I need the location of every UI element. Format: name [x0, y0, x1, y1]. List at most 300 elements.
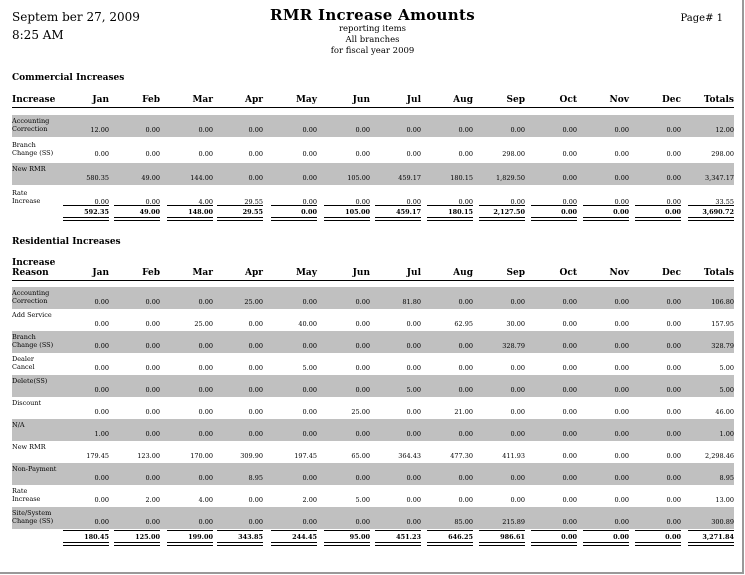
commercial-total-underline [583, 217, 629, 221]
residential-cell-oct: 0.00 [562, 452, 577, 460]
residential-cell-jul: 5.00 [406, 386, 421, 394]
residential-cell-sep: 0.00 [510, 496, 525, 504]
residential-row [12, 331, 734, 353]
month-header-jan: Jan [92, 268, 109, 278]
residential-total-underline [114, 542, 160, 546]
commercial-total-overline [167, 205, 213, 206]
commercial-total-overline [375, 205, 421, 206]
residential-row [12, 441, 734, 463]
totals-header: Totals [703, 95, 734, 105]
report-subtitle-1: reporting items [338, 24, 407, 34]
month-header-jun: Jun [352, 268, 370, 278]
page-number: Page# 1 [680, 13, 723, 24]
residential-cell-mar: 0.00 [198, 298, 213, 306]
residential-cell-feb: 0.00 [145, 298, 160, 306]
residential-row [12, 375, 734, 397]
commercial-cell-apr: 0.00 [248, 126, 263, 134]
residential-total-mar: 199.00 [188, 533, 213, 541]
commercial-total-overline [688, 205, 734, 206]
residential-cell-may: 197.45 [294, 452, 317, 460]
commercial-total-sep: 2,127.50 [493, 208, 525, 216]
residential-cell-jun: 0.00 [355, 342, 370, 350]
residential-cell-aug: 0.00 [458, 364, 473, 372]
residential-row-label: Delete(SS) [12, 377, 48, 385]
commercial-total-apr: 29.55 [242, 208, 263, 216]
residential-total-underline [635, 542, 681, 546]
residential-totals-row [12, 530, 734, 544]
commercial-total-overline [271, 205, 317, 206]
commercial-cell-may: 0.00 [302, 126, 317, 134]
residential-cell-jul: 81.80 [402, 298, 421, 306]
commercial-total-dec: 0.00 [665, 208, 681, 216]
commercial-section-title: Commercial Increases [12, 73, 125, 83]
commercial-total-underline [114, 217, 160, 221]
report-date: Septem ber 27, 2009 [12, 10, 140, 24]
residential-row [12, 397, 734, 419]
commercial-cell-oct: 0.00 [562, 198, 577, 206]
residential-cell-mar: 4.00 [198, 496, 213, 504]
commercial-total-overline [531, 205, 577, 206]
commercial-cell-jun: 0.00 [355, 198, 370, 206]
residential-row-total: 1.00 [719, 430, 734, 438]
residential-first-col-label: Increase Reason [12, 258, 56, 278]
residential-cell-apr: 25.00 [244, 298, 263, 306]
residential-total-overline [427, 530, 473, 531]
residential-row-total: 13.00 [715, 496, 734, 504]
commercial-total-overline [635, 205, 681, 206]
residential-row-label: Site/System Change (SS) [12, 509, 54, 525]
commercial-cell-nov: 0.00 [614, 126, 629, 134]
residential-cell-may: 0.00 [302, 408, 317, 416]
residential-cell-jan: 0.00 [94, 364, 109, 372]
commercial-cell-aug: 0.00 [458, 150, 473, 158]
commercial-total-may: 0.00 [301, 208, 317, 216]
residential-total-underline [375, 542, 421, 546]
month-header-jul: Jul [406, 95, 421, 105]
residential-cell-feb: 0.00 [145, 474, 160, 482]
residential-row [12, 353, 734, 375]
commercial-cell-jul: 0.00 [406, 198, 421, 206]
residential-row-total: 5.00 [719, 386, 734, 394]
residential-cell-jun: 0.00 [355, 298, 370, 306]
residential-total-overline [531, 530, 577, 531]
residential-cell-feb: 0.00 [145, 364, 160, 372]
residential-total-may: 244.45 [292, 533, 317, 541]
commercial-cell-feb: 0.00 [145, 198, 160, 206]
commercial-cell-sep: 298.00 [502, 150, 525, 158]
month-header-may: May [295, 95, 317, 105]
residential-row [12, 485, 734, 507]
commercial-cell-apr: 0.00 [248, 150, 263, 158]
residential-total-overline [167, 530, 213, 531]
residential-cell-jan: 0.00 [94, 408, 109, 416]
residential-total-overline [479, 530, 525, 531]
residential-cell-apr: 0.00 [248, 408, 263, 416]
residential-cell-apr: 309.90 [240, 452, 263, 460]
residential-cell-mar: 0.00 [198, 474, 213, 482]
residential-cell-may: 0.00 [302, 518, 317, 526]
residential-cell-jun: 0.00 [355, 386, 370, 394]
commercial-total-underline [635, 217, 681, 221]
commercial-total-underline [217, 217, 263, 221]
month-header-apr: Apr [244, 268, 263, 278]
residential-row-label: New RMR [12, 443, 46, 451]
commercial-total-mar: 148.00 [188, 208, 213, 216]
month-header-aug: Aug [453, 95, 473, 105]
commercial-total-underline [63, 217, 109, 221]
commercial-cell-jan: 0.00 [94, 198, 109, 206]
residential-cell-aug: 0.00 [458, 298, 473, 306]
commercial-total-overline [479, 205, 525, 206]
month-header-dec: Dec [661, 95, 681, 105]
commercial-cell-jan: 580.35 [86, 174, 109, 182]
residential-cell-jun: 0.00 [355, 320, 370, 328]
residential-total-underline [583, 542, 629, 546]
month-header-jan: Jan [92, 95, 109, 105]
residential-cell-jan: 0.00 [94, 342, 109, 350]
residential-row-label: Add Service [12, 311, 52, 319]
residential-cell-mar: 0.00 [198, 364, 213, 372]
residential-total-jan: 180.45 [84, 533, 109, 541]
residential-cell-jun: 5.00 [355, 496, 370, 504]
residential-cell-feb: 0.00 [145, 430, 160, 438]
commercial-cell-mar: 4.00 [198, 198, 213, 206]
residential-total-underline [63, 542, 109, 546]
commercial-row [12, 139, 734, 161]
residential-row-total: 8.95 [719, 474, 734, 482]
month-header-sep: Sep [506, 95, 525, 105]
residential-cell-jan: 1.00 [94, 430, 109, 438]
commercial-cell-mar: 0.00 [198, 150, 213, 158]
residential-cell-may: 0.00 [302, 430, 317, 438]
residential-cell-aug: 0.00 [458, 474, 473, 482]
residential-row-total: 300.89 [711, 518, 734, 526]
residential-cell-jul: 364.43 [398, 452, 421, 460]
commercial-cell-mar: 0.00 [198, 126, 213, 134]
commercial-cell-jul: 0.00 [406, 126, 421, 134]
residential-cell-oct: 0.00 [562, 320, 577, 328]
commercial-totals-row [12, 205, 734, 219]
residential-cell-feb: 2.00 [145, 496, 160, 504]
residential-total-oct: 0.00 [561, 533, 577, 541]
residential-cell-sep: 0.00 [510, 430, 525, 438]
residential-cell-nov: 0.00 [614, 496, 629, 504]
residential-cell-apr: 0.00 [248, 386, 263, 394]
residential-cell-sep: 30.00 [506, 320, 525, 328]
residential-cell-mar: 0.00 [198, 342, 213, 350]
commercial-total-oct: 0.00 [561, 208, 577, 216]
residential-cell-aug: 85.00 [454, 518, 473, 526]
commercial-total-nov: 0.00 [613, 208, 629, 216]
residential-cell-dec: 0.00 [666, 430, 681, 438]
month-header-dec: Dec [661, 268, 681, 278]
residential-row-label: Rate Increase [12, 487, 41, 503]
residential-row-label: Non-Payment [12, 465, 57, 473]
residential-cell-feb: 123.00 [137, 452, 160, 460]
residential-cell-dec: 0.00 [666, 518, 681, 526]
residential-cell-mar: 0.00 [198, 430, 213, 438]
commercial-cell-jun: 0.00 [355, 126, 370, 134]
residential-cell-jun: 0.00 [355, 518, 370, 526]
commercial-cell-feb: 0.00 [145, 126, 160, 134]
month-header-oct: Oct [559, 268, 577, 278]
residential-cell-jun: 25.00 [351, 408, 370, 416]
residential-cell-oct: 0.00 [562, 364, 577, 372]
month-header-mar: Mar [192, 268, 213, 278]
residential-cell-jul: 0.00 [406, 430, 421, 438]
residential-cell-oct: 0.00 [562, 474, 577, 482]
residential-row-total: 106.80 [711, 298, 734, 306]
residential-row-total: 157.95 [711, 320, 734, 328]
commercial-first-col-label: Increase [12, 95, 56, 105]
residential-cell-oct: 0.00 [562, 298, 577, 306]
commercial-cell-sep: 0.00 [510, 126, 525, 134]
report-subtitle-3: for fiscal year 2009 [330, 46, 415, 56]
commercial-cell-feb: 0.00 [145, 150, 160, 158]
residential-cell-nov: 0.00 [614, 342, 629, 350]
residential-cell-jan: 0.00 [94, 518, 109, 526]
month-header-nov: Nov [609, 95, 629, 105]
report-subtitle-2: All branches [345, 35, 400, 45]
commercial-total-underline [479, 217, 525, 221]
commercial-row-label: Accounting Correction [12, 117, 50, 133]
commercial-row-total: 298.00 [711, 150, 734, 158]
residential-cell-jul: 0.00 [406, 474, 421, 482]
residential-cell-may: 0.00 [302, 474, 317, 482]
commercial-row-total: 33.55 [715, 198, 734, 206]
month-header-feb: Feb [142, 268, 160, 278]
residential-cell-dec: 0.00 [666, 342, 681, 350]
commercial-total-overline [114, 205, 160, 206]
commercial-total-underline [688, 217, 734, 221]
commercial-row-total: 3,347.17 [705, 174, 734, 182]
residential-cell-apr: 8.95 [248, 474, 263, 482]
residential-cell-apr: 0.00 [248, 518, 263, 526]
residential-row [12, 287, 734, 309]
residential-cell-may: 0.00 [302, 342, 317, 350]
commercial-cell-apr: 0.00 [248, 174, 263, 182]
commercial-cell-oct: 0.00 [562, 126, 577, 134]
month-header-aug: Aug [453, 268, 473, 278]
residential-row-total: 46.00 [715, 408, 734, 416]
commercial-cell-apr: 29.55 [244, 198, 263, 206]
residential-cell-aug: 0.00 [458, 496, 473, 504]
residential-cell-apr: 0.00 [248, 342, 263, 350]
residential-cell-aug: 0.00 [458, 430, 473, 438]
residential-cell-mar: 0.00 [198, 408, 213, 416]
report-title: RMR Increase Amounts [270, 6, 475, 24]
residential-row [12, 463, 734, 485]
residential-total-feb: 125.00 [135, 533, 160, 541]
residential-total-jul: 451.23 [396, 533, 421, 541]
residential-cell-feb: 0.00 [145, 342, 160, 350]
commercial-row [12, 163, 734, 185]
residential-total-underline [531, 542, 577, 546]
residential-cell-aug: 0.00 [458, 386, 473, 394]
residential-cell-jul: 0.00 [406, 496, 421, 504]
residential-cell-nov: 0.00 [614, 386, 629, 394]
residential-cell-aug: 21.00 [454, 408, 473, 416]
residential-total-overline [114, 530, 160, 531]
residential-cell-nov: 0.00 [614, 364, 629, 372]
residential-cell-sep: 0.00 [510, 474, 525, 482]
commercial-cell-may: 0.00 [302, 150, 317, 158]
residential-cell-mar: 0.00 [198, 386, 213, 394]
commercial-cell-aug: 0.00 [458, 126, 473, 134]
residential-total-underline [167, 542, 213, 546]
commercial-cell-jan: 0.00 [94, 150, 109, 158]
commercial-cell-feb: 49.00 [141, 174, 160, 182]
residential-cell-dec: 0.00 [666, 474, 681, 482]
residential-cell-feb: 0.00 [145, 408, 160, 416]
commercial-row-label: Rate Increase [12, 189, 41, 205]
commercial-cell-sep: 1,829.50 [496, 174, 525, 182]
commercial-cell-nov: 0.00 [614, 174, 629, 182]
residential-cell-nov: 0.00 [614, 518, 629, 526]
residential-cell-feb: 0.00 [145, 518, 160, 526]
commercial-total-feb: 49.00 [139, 208, 160, 216]
residential-cell-jul: 0.00 [406, 408, 421, 416]
residential-cell-sep: 0.00 [510, 386, 525, 394]
residential-row-label: Branch Change (SS) [12, 333, 54, 349]
residential-cell-apr: 0.00 [248, 496, 263, 504]
commercial-cell-jul: 459.17 [398, 174, 421, 182]
residential-cell-nov: 0.00 [614, 408, 629, 416]
residential-total-grand: 3,271.84 [702, 533, 734, 541]
commercial-cell-dec: 0.00 [666, 198, 681, 206]
residential-cell-jan: 0.00 [94, 298, 109, 306]
residential-cell-apr: 0.00 [248, 364, 263, 372]
commercial-total-underline [531, 217, 577, 221]
commercial-total-aug: 180.15 [448, 208, 473, 216]
commercial-cell-oct: 0.00 [562, 174, 577, 182]
residential-cell-oct: 0.00 [562, 408, 577, 416]
residential-cell-jun: 0.00 [355, 474, 370, 482]
residential-cell-jul: 0.00 [406, 320, 421, 328]
residential-cell-dec: 0.00 [666, 298, 681, 306]
residential-cell-jul: 0.00 [406, 518, 421, 526]
report-header [0, 6, 745, 57]
residential-cell-aug: 62.95 [454, 320, 473, 328]
commercial-total-underline [271, 217, 317, 221]
residential-cell-dec: 0.00 [666, 452, 681, 460]
residential-cell-jan: 0.00 [94, 386, 109, 394]
month-header-jun: Jun [352, 95, 370, 105]
commercial-total-grand: 3,690.72 [702, 208, 734, 216]
residential-total-overline [375, 530, 421, 531]
residential-cell-jun: 0.00 [355, 364, 370, 372]
commercial-total-overline [583, 205, 629, 206]
residential-cell-jan: 0.00 [94, 496, 109, 504]
residential-row-label: Accounting Correction [12, 289, 50, 305]
residential-cell-dec: 0.00 [666, 320, 681, 328]
residential-cell-mar: 0.00 [198, 518, 213, 526]
month-header-oct: Oct [559, 95, 577, 105]
residential-section-title: Residential Increases [12, 237, 121, 247]
residential-total-overline [635, 530, 681, 531]
commercial-cell-nov: 0.00 [614, 150, 629, 158]
residential-total-underline [688, 542, 734, 546]
residential-cell-sep: 0.00 [510, 408, 525, 416]
residential-cell-oct: 0.00 [562, 386, 577, 394]
residential-cell-may: 2.00 [302, 496, 317, 504]
residential-row-total: 328.79 [711, 342, 734, 350]
residential-cell-jan: 179.45 [86, 452, 109, 460]
commercial-cell-may: 0.00 [302, 198, 317, 206]
commercial-cell-nov: 0.00 [614, 198, 629, 206]
residential-cell-oct: 0.00 [562, 496, 577, 504]
month-header-nov: Nov [609, 268, 629, 278]
residential-cell-oct: 0.00 [562, 342, 577, 350]
residential-cell-mar: 25.00 [194, 320, 213, 328]
commercial-cell-jun: 0.00 [355, 150, 370, 158]
commercial-total-overline [63, 205, 109, 206]
residential-total-dec: 0.00 [665, 533, 681, 541]
commercial-cell-dec: 0.00 [666, 126, 681, 134]
residential-cell-nov: 0.00 [614, 430, 629, 438]
residential-cell-jan: 0.00 [94, 320, 109, 328]
commercial-cell-sep: 0.00 [510, 198, 525, 206]
commercial-row-label: Branch Change (SS) [12, 141, 54, 157]
residential-cell-nov: 0.00 [614, 452, 629, 460]
month-header-mar: Mar [192, 95, 213, 105]
commercial-cell-aug: 180.15 [450, 174, 473, 182]
residential-total-underline [427, 542, 473, 546]
residential-total-overline [217, 530, 263, 531]
residential-total-underline [479, 542, 525, 546]
residential-cell-dec: 0.00 [666, 386, 681, 394]
residential-total-jun: 95.00 [349, 533, 370, 541]
commercial-cell-dec: 0.00 [666, 174, 681, 182]
residential-cell-jun: 65.00 [351, 452, 370, 460]
month-header-may: May [295, 268, 317, 278]
residential-cell-may: 0.00 [302, 298, 317, 306]
commercial-total-underline [167, 217, 213, 221]
residential-cell-mar: 170.00 [190, 452, 213, 460]
commercial-total-underline [324, 217, 370, 221]
residential-cell-apr: 0.00 [248, 320, 263, 328]
commercial-cell-aug: 0.00 [458, 198, 473, 206]
residential-cell-jul: 0.00 [406, 364, 421, 372]
residential-total-overline [688, 530, 734, 531]
residential-cell-dec: 0.00 [666, 496, 681, 504]
residential-cell-apr: 0.00 [248, 430, 263, 438]
residential-cell-aug: 0.00 [458, 342, 473, 350]
residential-cell-oct: 0.00 [562, 430, 577, 438]
residential-cell-sep: 411.93 [502, 452, 525, 460]
residential-cell-may: 5.00 [302, 364, 317, 372]
residential-cell-feb: 0.00 [145, 386, 160, 394]
commercial-total-overline [217, 205, 263, 206]
residential-cell-sep: 0.00 [510, 364, 525, 372]
residential-total-underline [217, 542, 263, 546]
residential-cell-jul: 0.00 [406, 342, 421, 350]
residential-cell-dec: 0.00 [666, 408, 681, 416]
commercial-cell-dec: 0.00 [666, 150, 681, 158]
residential-cell-feb: 0.00 [145, 320, 160, 328]
residential-cell-sep: 328.79 [502, 342, 525, 350]
commercial-cell-jun: 105.00 [347, 174, 370, 182]
month-header-feb: Feb [142, 95, 160, 105]
commercial-total-underline [427, 217, 473, 221]
commercial-cell-may: 0.00 [302, 174, 317, 182]
residential-cell-aug: 477.30 [450, 452, 473, 460]
residential-row [12, 507, 734, 529]
totals-header: Totals [703, 268, 734, 278]
commercial-total-jun: 105.00 [345, 208, 370, 216]
residential-total-apr: 343.85 [238, 533, 263, 541]
residential-cell-nov: 0.00 [614, 474, 629, 482]
